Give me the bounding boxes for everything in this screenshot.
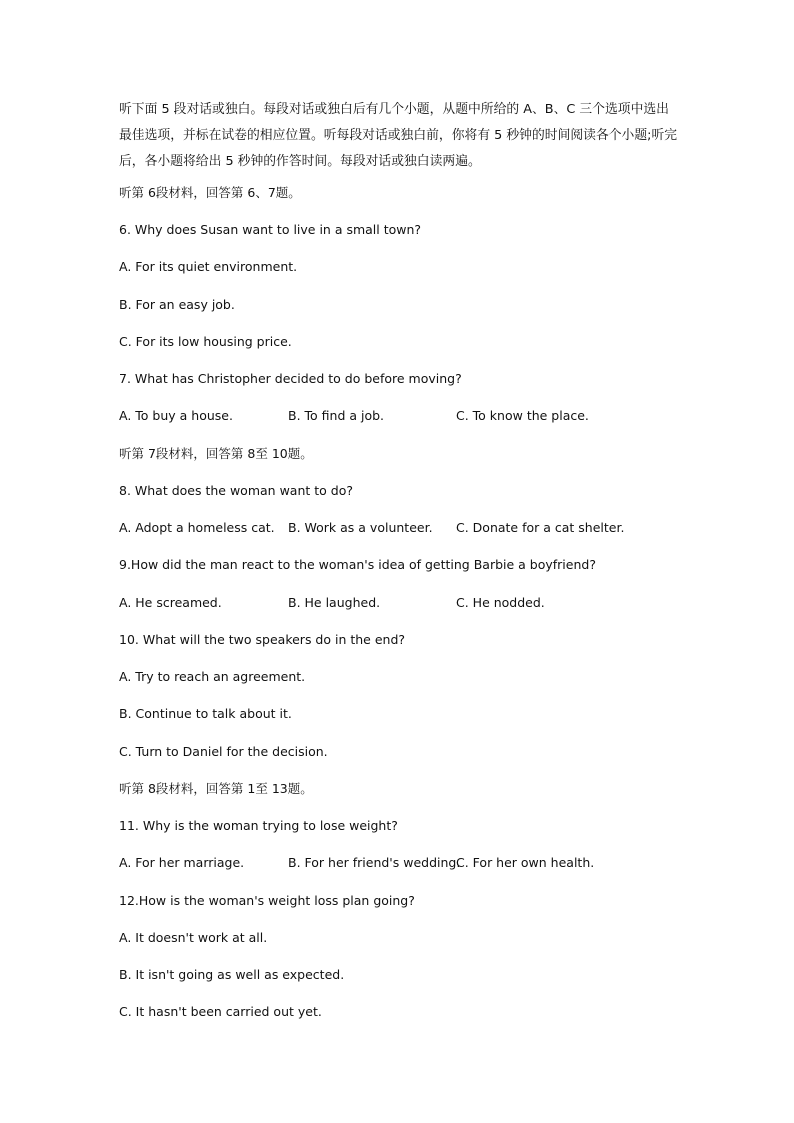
question-6-option-b: B. For an easy job. <box>119 297 235 312</box>
question-6-option-c: C. For its low housing price. <box>119 334 292 349</box>
question-11: 11. Why is the woman trying to lose weight? <box>119 818 398 833</box>
question-10: 10. What will the two speakers do in the end? <box>119 632 406 647</box>
question-11-option-c: C. For her own health. <box>456 855 595 870</box>
question-7-option-b: B. To find a job. <box>288 408 385 423</box>
question-8-option-b: B. Work as a volunteer. <box>288 520 433 535</box>
question-11-option-b: B. For her friend's wedding. <box>288 855 461 870</box>
question-8: 8. What does the woman want to do? <box>119 483 353 498</box>
question-10-option-a: A. Try to reach an agreement. <box>119 669 306 684</box>
section-7-heading: 听第 7段材料，回答第 8至 10题。 <box>119 446 313 461</box>
question-7-option-a: A. To buy a house. <box>119 408 233 423</box>
question-9: 9.How did the man react to the woman's idea of getting Barbie a boyfriend? <box>119 557 596 572</box>
question-8-option-a: A. Adopt a homeless cat. <box>119 520 275 535</box>
section-6-heading: 听第 6段材料，回答第 6、7题。 <box>119 185 301 200</box>
question-9-option-b: B. He laughed. <box>288 595 381 610</box>
question-11-option-a: A. For her marriage. <box>119 855 245 870</box>
question-12: 12.How is the woman's weight loss plan going? <box>119 893 415 908</box>
question-9-option-c: C. He nodded. <box>456 595 545 610</box>
question-12-option-a: A. It doesn't work at all. <box>119 930 268 945</box>
question-8-option-c: C. Donate for a cat shelter. <box>456 520 625 535</box>
question-7: 7. What has Christopher decided to do before moving? <box>119 371 462 386</box>
question-12-option-b: B. It isn't going as well as expected. <box>119 967 345 982</box>
section-8-heading: 听第 8段材料，回答第 1至 13题。 <box>119 781 313 796</box>
question-9-option-a: A. He screamed. <box>119 595 222 610</box>
question-7-option-c: C. To know the place. <box>456 408 589 423</box>
instructions-paragraph: 听下面 5 段对话或独白。每段对话或独白后有几个小题，从题中所给的 A、B、C 三个选项中选出最佳选项，并标在试卷的相应位置。听每段对话或独白前，你将有 5 秒钟的时间阅读各个小题;听完后，各小题将给出 5 秒钟的作答时间。每段对话或独白读两遍。 <box>119 102 678 169</box>
question-12-option-c: C. It hasn't been carried out yet. <box>119 1004 322 1019</box>
question-10-option-c: C. Turn to Daniel for the decision. <box>119 744 328 759</box>
question-6: 6. Why does Susan want to live in a small town? <box>119 222 422 237</box>
question-10-option-b: B. Continue to talk about it. <box>119 706 292 721</box>
question-6-option-a: A. For its quiet environment. <box>119 259 298 274</box>
